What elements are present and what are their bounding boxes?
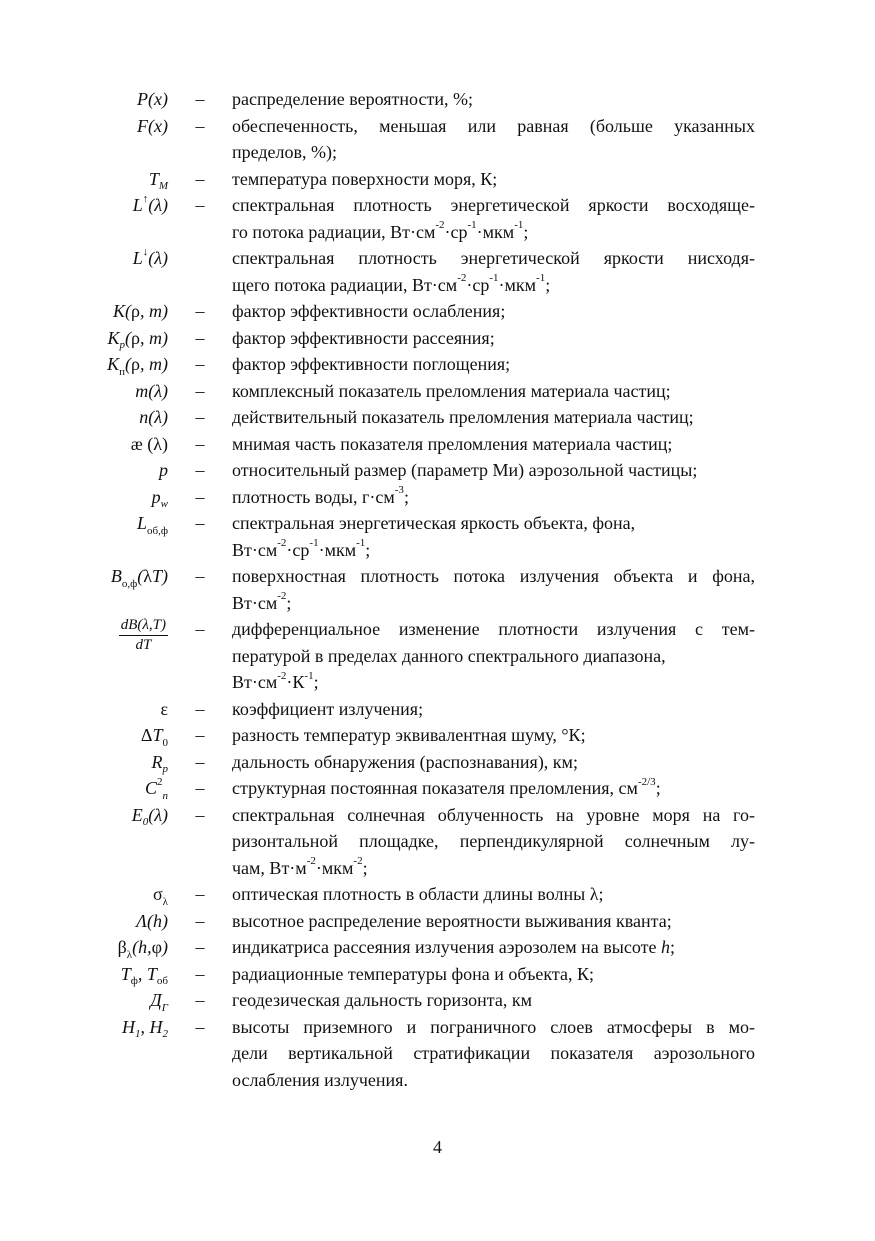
symbol: $K_p(\rho$, m) xyxy=(107,327,168,352)
list-item xyxy=(0,457,875,484)
symbol: $L_{об,ф}$ xyxy=(137,513,168,537)
symbol: F(x) xyxy=(137,115,168,136)
list-item xyxy=(0,696,875,723)
dash: – xyxy=(195,804,205,825)
symbol: Λ(h) xyxy=(136,910,168,931)
fraction: $\frac{dB(\lambda,T)}{dT}$ xyxy=(120,617,166,653)
symbol: L↓(λ) xyxy=(132,245,168,268)
list-item xyxy=(0,192,875,245)
dash: – xyxy=(195,884,205,904)
dash: – xyxy=(195,937,205,957)
dash: – xyxy=(195,751,205,772)
symbol xyxy=(0,616,168,655)
definition: спектральная плотность энергетической яркости восходяще- го потока радиации, $Вт\cdot см^{-2}\cdot ср^{-1}\cdot мкм^{-1}$; xyxy=(232,195,755,242)
dash: – xyxy=(195,513,205,533)
dash: – xyxy=(195,778,205,798)
dash: – xyxy=(195,963,205,984)
dash: – xyxy=(195,327,205,348)
list-item xyxy=(0,987,875,1014)
dash: – xyxy=(195,566,205,586)
list-item xyxy=(0,722,875,749)
list-item xyxy=(0,86,875,113)
dash: – xyxy=(195,115,205,136)
list-item xyxy=(0,378,875,405)
dash: – xyxy=(195,407,205,427)
list-item xyxy=(0,802,875,882)
dash: – xyxy=(195,486,205,507)
definition: спектральная энергетическая яркость объекта, фона, $Вт\cdot см^{-2}\cdot ср^{-1}\cdot мкм^{-1}$; xyxy=(232,513,636,560)
definition: распределение вероятности, %; xyxy=(232,89,473,109)
list-item xyxy=(0,1014,875,1094)
list-item xyxy=(0,749,875,776)
symbol: $H_1$, $H_2$ xyxy=(122,1016,168,1041)
symbol: m(λ) xyxy=(135,380,168,401)
definition: плотность воды, $г\cdot см^{-3}$; xyxy=(232,484,409,507)
definition: действительный показатель преломления материала частиц; xyxy=(232,407,694,427)
symbol: $\sigma_\lambda$ xyxy=(152,884,168,908)
dash: – xyxy=(195,354,205,374)
definition: дальность обнаружения (распознавания), км; xyxy=(232,751,578,772)
definition: температура поверхности моря, К; xyxy=(232,168,498,189)
symbol: $R_p$ xyxy=(151,751,168,776)
dash: – xyxy=(195,460,205,480)
list-item xyxy=(0,298,875,325)
symbol: $E_0(\lambda)$ xyxy=(131,804,168,829)
symbol: $K_п(\rho$, m) xyxy=(107,354,168,378)
symbol: $p_w$ xyxy=(151,486,168,511)
list-item xyxy=(0,934,875,961)
dash: – xyxy=(195,195,205,215)
definition: фактор эффективности поглощения; xyxy=(232,354,511,374)
list-item xyxy=(0,775,875,802)
symbol: n(λ) xyxy=(139,407,168,427)
symbol: p xyxy=(159,460,168,480)
dash: – xyxy=(195,910,205,931)
dash: – xyxy=(195,89,205,109)
definition: структурная постоянная показателя преломления, $см^{-2/3}$; xyxy=(232,775,661,798)
list-item xyxy=(0,431,875,458)
symbol: $Д_Г$ xyxy=(150,990,168,1014)
definition: мнимая часть показателя преломления материала частиц; xyxy=(232,433,673,454)
definition: обеспеченность, меньшая или равная (больше указанных пределов, %); xyxy=(232,115,755,162)
list-item xyxy=(0,325,875,352)
symbol: $\Delta T_0$ xyxy=(140,725,168,749)
definition: высоты приземного и пограничного слоев атмосферы в мо- дели вертикальной стратификации показателя аэрозольного ослабления излучения. xyxy=(232,1016,755,1090)
definition: разность температур эквивалентная шуму, °К; xyxy=(232,725,586,745)
dash: – xyxy=(195,698,205,719)
list-item xyxy=(0,484,875,511)
dash: – xyxy=(195,990,205,1010)
dash: – xyxy=(195,433,205,454)
definition: спектральная солнечная облученность на уровне моря на го- ризонтальной площадке, перпендикулярной солнечным лу- чам, $Вт\cdot м^{-2}\cdot мкм^{-2}$; xyxy=(232,804,755,878)
definition: индикатриса рассеяния излучения аэрозолем на высоте h; xyxy=(232,937,675,957)
dash: – xyxy=(195,301,205,321)
definition: дифференциальное изменение плотности излучения с тем- пературой в пределах данного спектрального диапазона, $Вт\cdot см^{-2}\cdot К^{-1}$; xyxy=(232,619,755,692)
definition: относительный размер (параметр Ми) аэрозольной частицы; xyxy=(232,460,698,480)
symbol: P(x) xyxy=(137,89,168,109)
symbol: $\beta_\lambda(h,\varphi)$ xyxy=(117,937,168,961)
symbol: $T_ф$, $T_{об}$ xyxy=(120,963,168,988)
list-item xyxy=(0,351,875,378)
definition: геодезическая дальность горизонта, км xyxy=(232,990,533,1010)
symbol: K(ρ, m) xyxy=(113,301,168,321)
list-item xyxy=(0,245,875,298)
dash: – xyxy=(195,619,205,639)
list-item xyxy=(0,881,875,908)
list-item xyxy=(0,510,875,563)
symbol: $B_{о,ф}(\lambda T)$ xyxy=(110,566,168,590)
dash: – xyxy=(195,1016,205,1037)
definition: радиационные температуры фона и объекта, К; xyxy=(232,963,595,984)
symbol: ε xyxy=(160,698,168,719)
dash: – xyxy=(195,380,205,401)
list-item xyxy=(0,166,875,193)
list-item xyxy=(0,563,875,616)
dash: – xyxy=(195,168,205,189)
list-item xyxy=(0,616,875,696)
list-item xyxy=(0,404,875,431)
definition: высотное распределение вероятности выживания кванта; xyxy=(232,910,672,931)
symbol: L↑(λ) xyxy=(132,192,168,215)
list-item xyxy=(0,961,875,988)
definition: комплексный показатель преломления материала частиц; xyxy=(232,380,671,401)
definition: спектральная плотность энергетической яркости нисходя- щего потока радиации, $Вт\cdot см^{-2}\cdot ср^{-1}\cdot мкм^{-1}$; xyxy=(232,248,755,295)
notation-list xyxy=(0,86,875,1093)
symbol: $C^2_n$ xyxy=(144,775,168,802)
page-number: 4 xyxy=(433,1137,442,1157)
definition: коэффициент излучения; xyxy=(232,698,424,719)
definition: фактор эффективности рассеяния; xyxy=(232,327,495,348)
definition: поверхностная плотность потока излучения объекта и фона, $Вт\cdot см^{-2}$; xyxy=(232,566,755,613)
symbol: æ (λ) xyxy=(130,433,168,454)
list-item xyxy=(0,113,875,166)
symbol: $T_M$ xyxy=(148,168,168,193)
dash: – xyxy=(195,725,205,745)
list-item xyxy=(0,908,875,935)
definition: фактор эффективности ослабления; xyxy=(232,301,506,321)
definition: оптическая плотность в области длины волны λ; xyxy=(232,884,604,904)
